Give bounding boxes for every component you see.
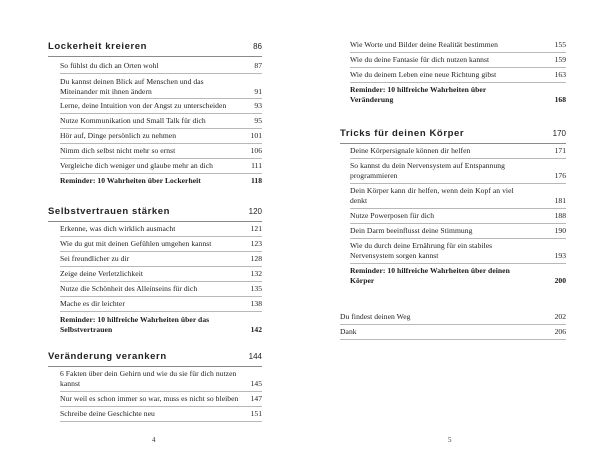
chapter-heading[interactable] bbox=[340, 129, 566, 139]
entry-rule bbox=[350, 67, 566, 68]
entry-text: Deine Körpersignale können dir helfen bbox=[350, 146, 471, 155]
entry-text: Reminder: 10 Wahrheiten über Lockerheit bbox=[60, 176, 201, 185]
entry-text: 6 Fakten über dein Gehirn und wie du sie für dich nutzen kannst bbox=[60, 369, 237, 388]
entry-page: 101 bbox=[250, 131, 262, 140]
entry-rule bbox=[340, 324, 566, 325]
entry-rule bbox=[60, 128, 262, 129]
entry-text: So fühlst du dich an Orten wohl bbox=[60, 61, 159, 70]
chapter-page: 86 bbox=[253, 42, 262, 51]
toc-entry[interactable] bbox=[60, 131, 262, 141]
entry-text: Nimm dich selbst nicht mehr so ernst bbox=[60, 146, 176, 155]
chapter-title: Tricks für deinen Körper bbox=[340, 128, 465, 139]
chapter-heading[interactable] bbox=[48, 42, 262, 52]
entry-rule bbox=[350, 158, 566, 159]
entry-page: 132 bbox=[250, 269, 262, 278]
entry-page: 193 bbox=[554, 251, 566, 260]
entry-page: 188 bbox=[554, 211, 566, 220]
entry-page: 176 bbox=[554, 171, 566, 180]
entry-page: 106 bbox=[250, 146, 262, 155]
entry-page: 163 bbox=[554, 70, 566, 79]
toc-entry[interactable] bbox=[350, 211, 566, 221]
entry-page: 123 bbox=[250, 239, 262, 248]
entry-rule bbox=[350, 208, 566, 209]
entry-text: Hör auf, Dinge persönlich zu nehmen bbox=[60, 131, 177, 140]
chapter-title: Selbstvertrauen stärken bbox=[48, 206, 171, 217]
page-number: 4 bbox=[152, 436, 156, 444]
chapter-heading[interactable] bbox=[48, 352, 262, 362]
entry-text: Schreibe deine Geschichte neu bbox=[60, 409, 155, 418]
entry-page: 168 bbox=[554, 95, 566, 104]
toc-entry[interactable] bbox=[60, 101, 262, 111]
toc-entry[interactable] bbox=[350, 146, 566, 156]
entry-page: 147 bbox=[250, 394, 262, 403]
entry-page: 202 bbox=[554, 312, 566, 321]
toc-entry-reminder[interactable] bbox=[60, 176, 262, 186]
toc-entry[interactable] bbox=[350, 226, 566, 236]
chapter-page: 144 bbox=[248, 352, 262, 361]
entry-rule bbox=[60, 266, 262, 267]
entry-text: Lerne, deine Intuition von der Angst zu unterscheiden bbox=[60, 101, 227, 110]
toc-entry-reminder[interactable] bbox=[60, 315, 262, 335]
toc-entry[interactable] bbox=[340, 327, 566, 337]
chapter-page: 170 bbox=[552, 129, 566, 138]
entry-text: Vergleiche dich weniger und glaube mehr an dich bbox=[60, 161, 213, 170]
entry-rule bbox=[350, 238, 566, 239]
entry-rule bbox=[60, 406, 262, 407]
toc-entry[interactable] bbox=[350, 40, 566, 50]
entry-rule bbox=[60, 143, 262, 144]
toc-entry[interactable] bbox=[60, 146, 262, 156]
page-number: 5 bbox=[448, 436, 452, 444]
toc-entry[interactable] bbox=[60, 299, 262, 309]
entry-rule bbox=[60, 173, 262, 174]
entry-page: 95 bbox=[254, 116, 262, 125]
entry-page: 121 bbox=[250, 224, 262, 233]
toc-entry[interactable] bbox=[60, 224, 262, 234]
toc-entry[interactable] bbox=[60, 254, 262, 264]
chapter-rule bbox=[48, 56, 262, 57]
entry-page: 200 bbox=[554, 276, 566, 285]
chapter-title: Veränderung verankern bbox=[48, 351, 167, 362]
entry-rule bbox=[350, 183, 566, 184]
entry-text: Du findest deinen Weg bbox=[340, 312, 411, 321]
entry-text: Nur weil es schon immer so war, muss es nicht so bleiben bbox=[60, 394, 239, 403]
right-page bbox=[300, 0, 600, 467]
entry-text: So kannst du dein Nervensystem auf Entspannung programmieren bbox=[350, 161, 505, 180]
entry-rule bbox=[60, 421, 262, 422]
entry-page: 118 bbox=[251, 176, 262, 185]
chapter-heading[interactable] bbox=[48, 207, 262, 217]
entry-text: Sei freundlicher zu dir bbox=[60, 254, 130, 263]
entry-page: 181 bbox=[554, 196, 566, 205]
toc-entry[interactable] bbox=[350, 186, 566, 206]
entry-text: Nutze die Schönheit des Alleinseins für dich bbox=[60, 284, 198, 293]
entry-page: 151 bbox=[250, 409, 262, 418]
toc-entry[interactable] bbox=[350, 55, 566, 65]
entry-text: Dein Körper kann dir helfen, wenn dein Kopf an viel denkt bbox=[350, 186, 514, 205]
entry-text: Wie Worte und Bilder deine Realität bestimmen bbox=[350, 40, 498, 49]
toc-entry[interactable] bbox=[60, 409, 262, 419]
entry-text: Nutze Kommunikation und Small Talk für dich bbox=[60, 116, 206, 125]
toc-entry[interactable] bbox=[60, 269, 262, 279]
chapter-page: 120 bbox=[248, 207, 262, 216]
toc-entry[interactable] bbox=[60, 161, 262, 171]
entry-text: Dein Darm beeinflusst deine Stimmung bbox=[350, 226, 473, 235]
entry-text: Zeige deine Verletzlichkeit bbox=[60, 269, 144, 278]
entry-text: Reminder: 10 hilfreiche Wahrheiten über Veränderung bbox=[350, 85, 487, 104]
entry-text: Wie du deinem Leben eine neue Richtung gibst bbox=[350, 70, 497, 79]
entry-text: Reminder: 10 hilfreiche Wahrheiten über deinen Körper bbox=[350, 266, 510, 285]
entry-page: 138 bbox=[250, 299, 262, 308]
entry-text: Erkenne, was dich wirklich ausmacht bbox=[60, 224, 176, 233]
toc-entry[interactable] bbox=[340, 312, 566, 322]
entry-rule bbox=[60, 281, 262, 282]
toc-entry[interactable] bbox=[60, 284, 262, 294]
entry-rule bbox=[60, 236, 262, 237]
entry-page: 111 bbox=[251, 161, 262, 170]
entry-rule bbox=[60, 73, 262, 74]
entry-text: Dank bbox=[340, 327, 357, 336]
toc-entry[interactable] bbox=[60, 394, 262, 404]
entry-page: 87 bbox=[254, 61, 262, 70]
toc-entry[interactable] bbox=[60, 116, 262, 126]
entry-rule bbox=[350, 52, 566, 53]
toc-entry[interactable] bbox=[60, 369, 262, 389]
entry-page: 159 bbox=[554, 55, 566, 64]
toc-entry[interactable] bbox=[350, 241, 566, 261]
entry-text: Wie du durch deine Ernährung für ein stabiles Nervensystem sorgen kannst bbox=[350, 241, 493, 260]
entry-page: 190 bbox=[554, 226, 566, 235]
entry-text: Wie du gut mit deinen Gefühlen umgehen kannst bbox=[60, 239, 212, 248]
chapter-title: Lockerheit kreieren bbox=[48, 41, 148, 52]
entry-rule bbox=[60, 113, 262, 114]
entry-rule bbox=[350, 263, 566, 264]
entry-page: 155 bbox=[554, 40, 566, 49]
entry-rule bbox=[350, 223, 566, 224]
entry-rule bbox=[60, 296, 262, 297]
chapter-rule bbox=[340, 143, 566, 144]
entry-text: Du kannst deinen Blick auf Menschen und das Miteinander mit ihnen ändern bbox=[60, 77, 204, 96]
entry-rule bbox=[60, 391, 262, 392]
entry-page: 93 bbox=[254, 101, 262, 110]
entry-rule bbox=[60, 98, 262, 99]
toc-entry[interactable] bbox=[60, 61, 262, 71]
entry-rule bbox=[60, 251, 262, 252]
entry-page: 135 bbox=[250, 284, 262, 293]
entry-rule bbox=[350, 82, 566, 83]
entry-text: Mache es dir leichter bbox=[60, 299, 125, 308]
toc-entry-reminder[interactable] bbox=[350, 85, 566, 105]
entry-page: 145 bbox=[250, 379, 262, 388]
entry-text: Nutze Powerposen für dich bbox=[350, 211, 435, 220]
entry-page: 91 bbox=[254, 87, 262, 96]
entry-rule bbox=[340, 339, 566, 340]
toc-entry[interactable] bbox=[60, 239, 262, 249]
toc-entry[interactable] bbox=[350, 70, 566, 80]
entry-text: Reminder: 10 hilfreiche Wahrheiten über das Selbstvertrauen bbox=[60, 315, 210, 334]
entry-page: 171 bbox=[554, 146, 566, 155]
entry-rule bbox=[60, 311, 262, 312]
entry-rule bbox=[60, 158, 262, 159]
toc-entry-reminder[interactable] bbox=[350, 266, 566, 286]
toc-entry[interactable] bbox=[350, 161, 566, 181]
entry-page: 206 bbox=[554, 327, 566, 336]
chapter-rule bbox=[48, 366, 262, 367]
chapter-rule bbox=[48, 221, 262, 222]
entry-page: 128 bbox=[250, 254, 262, 263]
toc-entry[interactable] bbox=[60, 77, 262, 97]
entry-page: 142 bbox=[250, 325, 262, 334]
entry-text: Wie du deine Fantasie für dich nutzen kannst bbox=[350, 55, 490, 64]
